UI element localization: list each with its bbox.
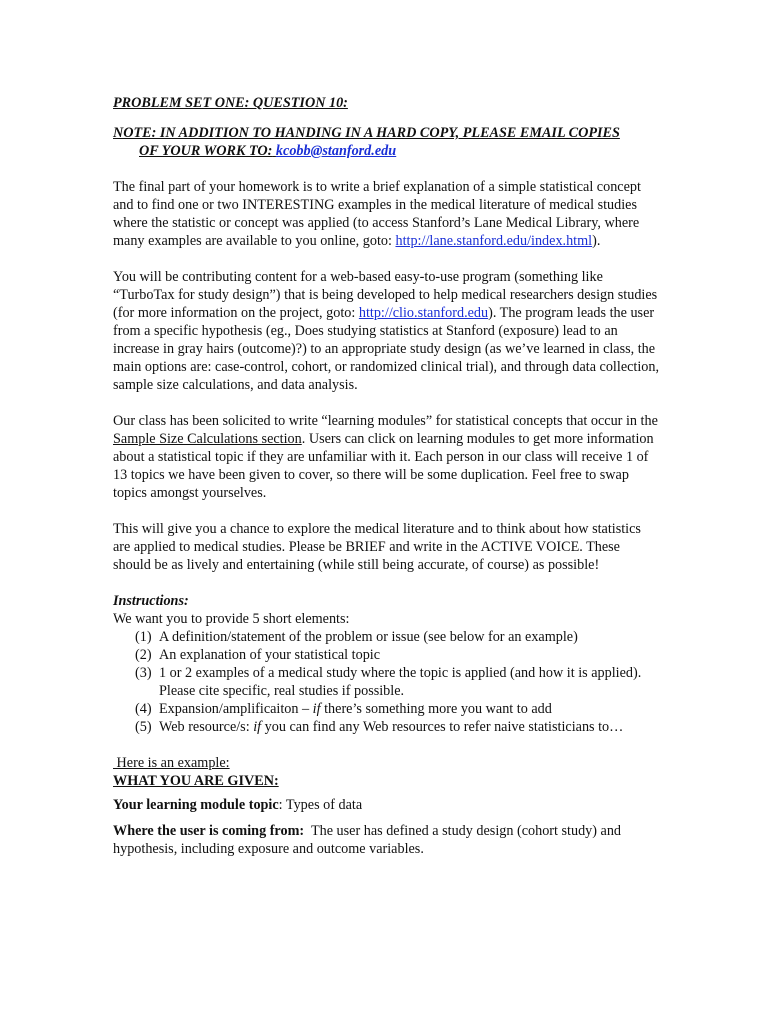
list-item-text-before: Expansion/amplificaiton – — [159, 701, 313, 717]
email-link[interactable]: kcobb@stanford.edu — [275, 143, 397, 159]
example-intro: Here is an example: — [113, 755, 230, 771]
paragraph-homework-intro — [113, 178, 661, 250]
list-item-number: (1) — [135, 629, 152, 645]
user-origin-label: Where the user is coming from: — [113, 823, 305, 839]
list-item-number: (4) — [135, 701, 152, 717]
email-note-line1: NOTE: IN ADDITION TO HANDING IN A HARD COPY, PLEASE EMAIL COPIES — [113, 125, 620, 141]
user-origin — [113, 822, 661, 858]
list-item-number: (5) — [135, 719, 152, 735]
email-note-line2 — [113, 143, 396, 159]
paragraph-project-text-after: ). The program leads the user from a specific hypothesis (eg., Does studying statistics at Stanford (exposure) lead to an increase in gray hairs (outcome)?) to an appropriate study design (as we’ve learned in class, the main options are: case-control, cohort, or randomized clinical trial), and through data collection, sample size calculations, and data analysis. — [113, 305, 660, 393]
list-item-text-italic: if — [312, 701, 321, 717]
paragraph-modules-text-before: Our class has been solicited to write “learning modules” for statistical concepts that occur in the — [113, 413, 658, 429]
list-item-number: (2) — [135, 647, 152, 663]
list-item-text-after: there’s something more you want to add — [320, 701, 552, 717]
list-item-text — [159, 700, 661, 718]
list-item-text-italic: if — [253, 719, 262, 735]
list-item — [113, 718, 661, 736]
instructions-heading: Instructions: — [113, 593, 189, 609]
list-item-text: A definition/statement of the problem or issue (see below for an example) — [159, 629, 578, 645]
list-item — [113, 664, 661, 700]
list-item-text: An explanation of your statistical topic — [159, 647, 381, 663]
list-item-text-before: Web resource/s: — [159, 719, 254, 735]
email-note-prefix: OF YOUR WORK TO: — [139, 143, 273, 159]
user-origin-value: The user has defined a study design (cohort study) and hypothesis, including exposure and outcome variables. — [113, 823, 625, 857]
given-heading: WHAT YOU ARE GIVEN: — [113, 773, 279, 789]
list-item — [113, 646, 661, 664]
paragraph-modules-text-after: . Users can click on learning modules to get more information about a statistical topic if they are unfamiliar with it. Each person in our class will receive 1 of 13 topics we have been given to cover, so there will be some duplication. Feel free to swap topics amongst yourselves. — [113, 431, 654, 501]
learning-module-topic — [113, 796, 661, 814]
paragraph-explore-literature: This will give you a chance to explore the medical literature and to think about how statistics are applied to medical studies. Please be BRIEF and write in the ACTIVE VOICE. These should be as lively and entertaining (while still being accurate, of course) as possible! — [113, 521, 641, 573]
list-item-text — [159, 718, 661, 736]
instructions-intro: We want you to provide 5 short elements: — [113, 611, 350, 627]
sample-size-section-text: Sample Size Calculations section — [113, 431, 302, 447]
paragraph-homework-intro-text: The final part of your homework is to write a brief explanation of a simple statistical concept and to find one or two INTERESTING examples in the medical literature of medical studies where the statistic or concept was applied (to access Stanford’s Lane Medical Library, where many examples are available to you online, goto: — [113, 179, 641, 249]
list-item-number: (3) — [135, 665, 152, 681]
list-item — [113, 628, 661, 646]
problem-set-title: PROBLEM SET ONE: QUESTION 10: — [113, 95, 348, 111]
paragraph-homework-intro-suffix: ). — [592, 233, 601, 249]
topic-label: Your learning module topic — [113, 797, 279, 813]
document-body — [113, 94, 661, 858]
paragraph-project-text-before: You will be contributing content for a web-based easy-to-use program (something like “TurboTax for study design”) that is being developed to help medical researchers design studies (for more information on the project, goto: — [113, 269, 658, 321]
clio-link[interactable]: http://clio.stanford.edu — [358, 305, 489, 321]
instructions-list — [113, 628, 661, 736]
paragraph-project-description — [113, 268, 661, 394]
paragraph-learning-modules — [113, 412, 661, 502]
list-item-text-after: you can find any Web resources to refer naive statisticians to… — [261, 719, 624, 735]
lane-library-link[interactable]: http://lane.stanford.edu/index.html — [395, 233, 593, 249]
list-item — [113, 700, 661, 718]
list-item-text: 1 or 2 examples of a medical study where the topic is applied (and how it is applied). Please cite specific, real studies if possible. — [159, 665, 642, 699]
email-note — [113, 124, 661, 160]
topic-value: : Types of data — [278, 797, 363, 813]
